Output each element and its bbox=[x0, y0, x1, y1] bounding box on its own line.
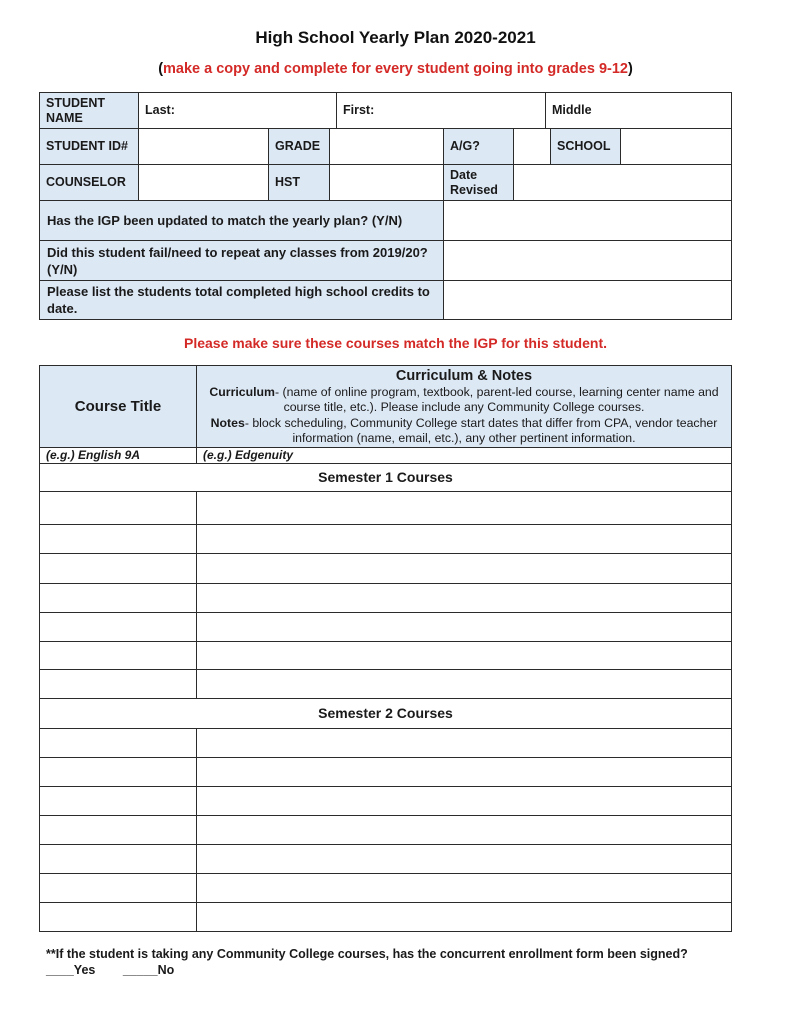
sem1-course-field[interactable] bbox=[39, 612, 197, 642]
igp-updated-question: Has the IGP been updated to match the yearly plan? (Y/N) bbox=[39, 200, 444, 241]
course-title-header: Course Title bbox=[39, 365, 197, 448]
curriculum-text: - (name of online program, textbook, parent-led course, learning center name and course title, etc.). Please include any Community College courses. bbox=[274, 384, 719, 414]
notes-label: Notes bbox=[210, 415, 245, 430]
igp-updated-answer[interactable] bbox=[443, 200, 732, 241]
ag-label: A/G? bbox=[443, 128, 514, 165]
student-name-label: STUDENT NAME bbox=[39, 92, 139, 129]
paren-close: ) bbox=[627, 61, 633, 77]
sem2-course-field[interactable] bbox=[39, 873, 197, 903]
concurrent-enrollment-text: **If the student is taking any Community College courses, has the concurrent enrollment form been signed? bbox=[46, 947, 688, 961]
first-name-field[interactable] bbox=[336, 92, 546, 129]
grade-field[interactable] bbox=[329, 128, 444, 165]
example-curriculum: (e.g.) Edgenuity bbox=[196, 447, 732, 464]
sem2-course-field[interactable] bbox=[39, 786, 197, 816]
sem1-notes-field[interactable] bbox=[196, 524, 732, 554]
sem1-notes-field[interactable] bbox=[196, 669, 732, 699]
subtitle-text: make a copy and complete for every student going into grades 9-12 bbox=[163, 61, 628, 77]
notes-text: - block scheduling, Community College start dates that differ from CPA, vendor teacher information (name, email, etc.), any other pertinent information. bbox=[244, 415, 718, 445]
sem1-notes-field[interactable] bbox=[196, 583, 732, 613]
curriculum-notes-title: Curriculum & Notes bbox=[395, 367, 533, 384]
last-name-label: Last: bbox=[145, 103, 175, 117]
page-subtitle bbox=[0, 61, 791, 77]
sem1-course-field[interactable] bbox=[39, 524, 197, 554]
student-id-label: STUDENT ID# bbox=[39, 128, 139, 165]
sem1-notes-field[interactable] bbox=[196, 553, 732, 584]
sem2-course-field[interactable] bbox=[39, 728, 197, 758]
sem1-notes-field[interactable] bbox=[196, 491, 732, 525]
example-course: (e.g.) English 9A bbox=[39, 447, 197, 464]
no-option[interactable]: _____No bbox=[122, 963, 175, 977]
repeat-classes-answer[interactable] bbox=[443, 240, 732, 281]
sem2-notes-field[interactable] bbox=[196, 815, 732, 845]
sem2-notes-field[interactable] bbox=[196, 728, 732, 758]
semester-1-header: Semester 1 Courses bbox=[39, 463, 732, 492]
middle-name-label: Middle bbox=[552, 103, 592, 117]
school-label: SCHOOL bbox=[550, 128, 621, 165]
curriculum-label: Curriculum bbox=[209, 384, 275, 399]
curriculum-description bbox=[203, 385, 725, 416]
hst-field[interactable] bbox=[329, 164, 444, 201]
igp-match-warning: Please make sure these courses match the IGP for this student. bbox=[183, 335, 607, 351]
yes-no-options bbox=[46, 962, 688, 978]
sem2-notes-field[interactable] bbox=[196, 757, 732, 787]
sem1-notes-field[interactable] bbox=[196, 612, 732, 642]
grade-label: GRADE bbox=[268, 128, 330, 165]
counselor-field[interactable] bbox=[138, 164, 269, 201]
paren-open: ( bbox=[158, 61, 164, 77]
last-name-field[interactable] bbox=[138, 92, 337, 129]
page-title: High School Yearly Plan 2020-2021 bbox=[255, 28, 536, 47]
concurrent-enrollment-question bbox=[46, 946, 688, 978]
middle-name-field[interactable] bbox=[545, 92, 732, 129]
semester-2-header: Semester 2 Courses bbox=[39, 698, 732, 729]
sem2-notes-field[interactable] bbox=[196, 786, 732, 816]
sem2-course-field[interactable] bbox=[39, 902, 197, 932]
sem2-notes-field[interactable] bbox=[196, 844, 732, 874]
first-name-label: First: bbox=[343, 103, 375, 117]
notes-description bbox=[203, 416, 725, 447]
sem2-course-field[interactable] bbox=[39, 815, 197, 845]
sem2-course-field[interactable] bbox=[39, 757, 197, 787]
credits-answer[interactable] bbox=[443, 280, 732, 320]
hst-label: HST bbox=[268, 164, 330, 201]
sem1-course-field[interactable] bbox=[39, 583, 197, 613]
sem1-course-field[interactable] bbox=[39, 669, 197, 699]
sem1-course-field[interactable] bbox=[39, 491, 197, 525]
ag-field[interactable] bbox=[513, 128, 551, 165]
repeat-classes-question: Did this student fail/need to repeat any classes from 2019/20? (Y/N) bbox=[39, 240, 444, 281]
date-revised-label: Date Revised bbox=[443, 164, 514, 201]
date-revised-field[interactable] bbox=[513, 164, 732, 201]
sem1-course-field[interactable] bbox=[39, 641, 197, 670]
counselor-label: COUNSELOR bbox=[39, 164, 139, 201]
sem2-notes-field[interactable] bbox=[196, 873, 732, 903]
credits-question: Please list the students total completed high school credits to date. bbox=[39, 280, 444, 320]
curriculum-notes-header bbox=[196, 365, 732, 448]
yes-option[interactable]: ____Yes bbox=[46, 963, 96, 977]
sem1-notes-field[interactable] bbox=[196, 641, 732, 670]
student-id-field[interactable] bbox=[138, 128, 269, 165]
sem1-course-field[interactable] bbox=[39, 553, 197, 584]
school-field[interactable] bbox=[620, 128, 732, 165]
sem2-notes-field[interactable] bbox=[196, 902, 732, 932]
sem2-course-field[interactable] bbox=[39, 844, 197, 874]
